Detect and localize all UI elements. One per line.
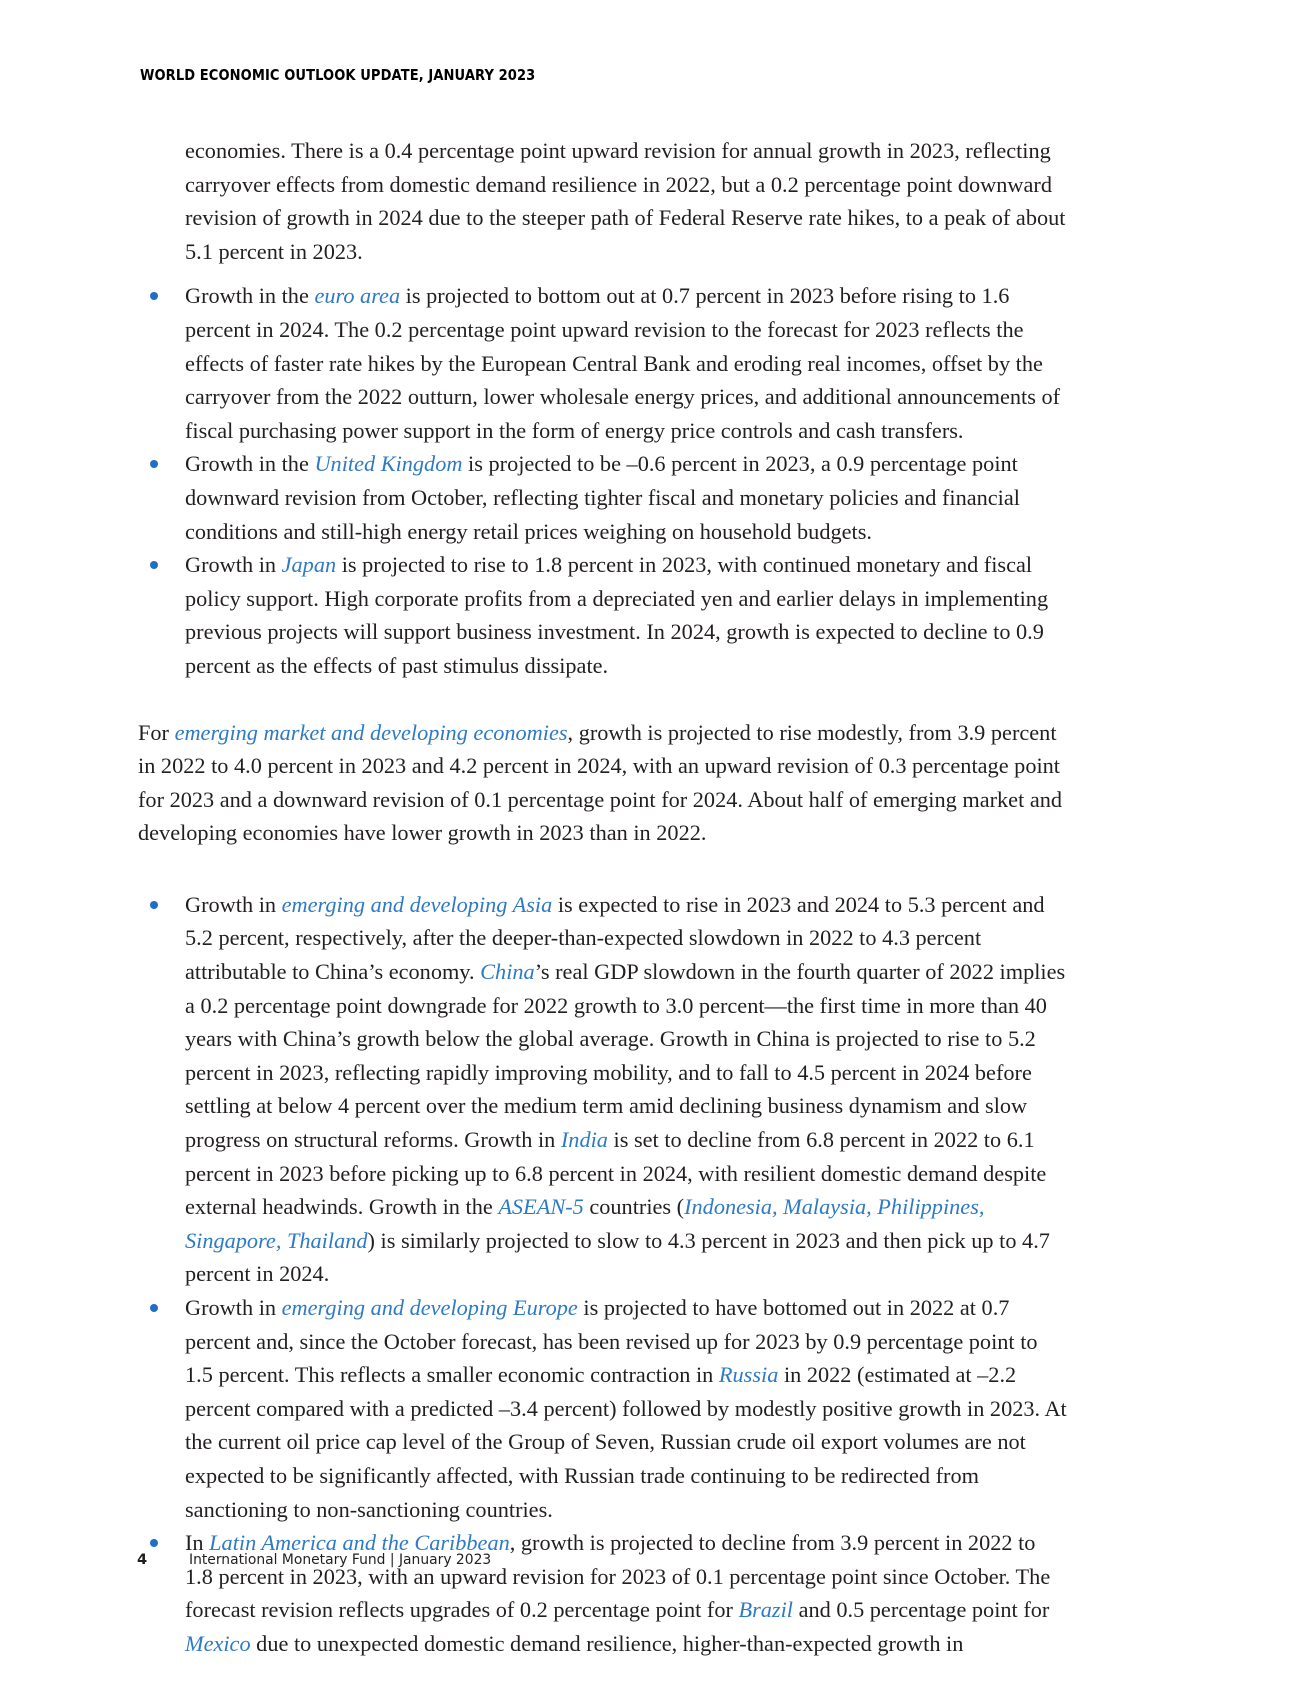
term-united-kingdom: United Kingdom xyxy=(314,451,463,477)
asia-s1: Growth in xyxy=(185,891,282,917)
term-asean-5: ASEAN-5 xyxy=(498,1194,584,1220)
term-latin-america-and-the-caribbean: Latin America and the Caribbean xyxy=(209,1530,510,1556)
spacer xyxy=(138,268,1068,279)
term-asean-5-members: Indonesia, Malaysia, Philippines, Singapore, Thailand xyxy=(185,1194,985,1253)
spacer xyxy=(138,683,1068,716)
page-number: 4 xyxy=(137,1551,148,1568)
footer-imprint: International Monetary Fund | January 2023 xyxy=(189,1551,492,1568)
asia-s2: is expected to rise in 2023 and 2024 to 5.3 percent and 5.2 percent, respectively, after the deeper-than-expected slowdown in 2022 to 4.3 percent attributable to China’s economy. xyxy=(185,891,1045,985)
term-emerging-and-developing-europe: emerging and developing Europe xyxy=(281,1295,578,1320)
running-head: WORLD ECONOMIC OUTLOOK UPDATE, JANUARY 2023 xyxy=(140,66,536,84)
lac-s1: In xyxy=(185,1530,210,1556)
bullet-dot-icon xyxy=(150,1304,158,1312)
bullet-latin-america-caribbean xyxy=(138,1526,1068,1660)
term-emerging-market-and-developing-economies: emerging market and developing economies xyxy=(174,719,568,745)
bullet-united-kingdom-rest: is projected to be –0.6 percent in 2023, a 0.9 percentage point downward revision from October, reflecting tighter fiscal and monetary policies and financial conditions and still-high energy retail prices weighing on household budgets. xyxy=(185,451,1020,544)
term-japan: Japan xyxy=(281,552,337,578)
emde-intro-paragraph xyxy=(138,716,1068,850)
lac-s2: , growth is projected to decline from 3.9 percent in 2022 to 1.8 percent in 2023, with an upward revision for 2023 of 0.1 percentage point since October. The forecast revision reflects upgrades of 0.2 percentage point for xyxy=(185,1530,1051,1623)
europe-s2: is projected to have bottomed out in 2022 at 0.7 percent and, since the October forecast, has been revised up for 2023 by 0.9 percentage point to 1.5 percent. This reflects a smaller economic contraction in xyxy=(185,1295,1038,1388)
asia-s5: countries ( xyxy=(583,1194,685,1220)
emde-intro-rest: , growth is projected to rise modestly, from 3.9 percent in 2022 to 4.0 percent in 2023 and 4.2 percent in 2024, with an upward revision of 0.3 percentage point for 2023 and a downward revision of 0.1 percentage point for 2024. About half of emerging market and developing economies have lower growth in 2023 than in 2022. xyxy=(138,719,1063,846)
bullet-euro-area xyxy=(138,279,1068,447)
emde-intro-lead: For xyxy=(138,719,175,745)
spacer xyxy=(138,850,1068,888)
bullet-dot-icon xyxy=(150,1539,158,1547)
continuation-paragraph: economies. There is a 0.4 percentage point upward revision for annual growth in 2023, reflecting carryover effects from domestic demand resilience in 2022, but a 0.2 percentage point downward revision of growth in 2024 due to the steeper path of Federal Reserve rate hikes, to a peak of about 5.1 percent in 2023. xyxy=(185,138,1066,264)
term-russia: Russia xyxy=(718,1362,779,1388)
term-brazil: Brazil xyxy=(738,1597,793,1623)
page-footer xyxy=(137,1551,507,1568)
bullet-united-kingdom-lead: Growth in the xyxy=(185,451,315,477)
term-india: India xyxy=(560,1127,608,1153)
asia-s6: ) is similarly projected to slow to 4.3 percent in 2023 and then pick up to 4.7 percent in 2024. xyxy=(185,1227,1050,1287)
europe-s1: Growth in xyxy=(185,1295,282,1320)
bullet-united-kingdom xyxy=(138,447,1068,548)
bullet-euro-area-lead: Growth in the xyxy=(185,283,315,309)
bullet-japan-lead: Growth in xyxy=(185,552,282,578)
bullet-emerging-developing-europe xyxy=(138,1291,1068,1526)
bullet-euro-area-rest: is projected to bottom out at 0.7 percent in 2023 before rising to 1.6 percent in 2024. The 0.2 percentage point upward revision to the forecast for 2023 reflects the effects of faster rate hikes by the European Central Bank and eroding real incomes, offset by the carryover from the 2022 outturn, lower wholesale energy prices, and additional announcements of fiscal purchasing power support in the form of energy price controls and cash transfers. xyxy=(185,283,1061,443)
bullet-dot-icon xyxy=(150,292,158,300)
bullet-dot-icon xyxy=(150,561,158,569)
bullet-dot-icon xyxy=(150,460,158,468)
bullet-japan-rest: is projected to rise to 1.8 percent in 2023, with continued monetary and fiscal policy support. High corporate profits from a depreciated yen and earlier delays in implementing previous projects will support business investment. In 2024, growth is expected to decline to 0.9 percent as the effects of past stimulus dissipate. xyxy=(185,552,1049,678)
term-mexico: Mexico xyxy=(185,1630,251,1656)
bullet-dot-icon xyxy=(150,901,158,909)
asia-s3: ’s real GDP slowdown in the fourth quarter of 2022 implies a 0.2 percentage point downgrade for 2022 growth to 3.0 percent—the first time in more than 40 years with China’s growth below the global average. Growth in China is projected to rise to 5.2 percent in 2023, reflecting rapidly improving mobility, and to fall to 4.5 percent in 2024 before settling at below 4 percent over the medium term amid declining business dynamism and slow progress on structural reforms. Growth in xyxy=(185,959,1066,1153)
term-euro-area: euro area xyxy=(314,283,401,309)
term-china: China xyxy=(480,959,535,985)
term-emerging-and-developing-asia: emerging and developing Asia xyxy=(281,891,553,917)
europe-s3: in 2022 (estimated at –2.2 percent compared with a predicted –3.4 percent) followed by modestly positive growth in 2023. At the current oil price cap level of the Group of Seven, Russian crude oil export volumes are not expected to be significantly affected, with Russian trade continuing to be redirected from sanctioning to non-sanctioning countries. xyxy=(185,1362,1067,1522)
asia-s4: is set to decline from 6.8 percent in 2022 to 6.1 percent in 2023 before picking up to 6.8 percent in 2024, with resilient domestic demand despite external headwinds. Growth in the xyxy=(185,1127,1047,1220)
body-content xyxy=(138,134,1068,1661)
bullet-japan xyxy=(138,548,1068,682)
bullet-emerging-developing-asia xyxy=(138,888,1068,1291)
lac-s4: due to unexpected domestic demand resilience, higher-than-expected growth in xyxy=(250,1630,964,1656)
lac-s3: and 0.5 percentage point for xyxy=(793,1597,1050,1623)
